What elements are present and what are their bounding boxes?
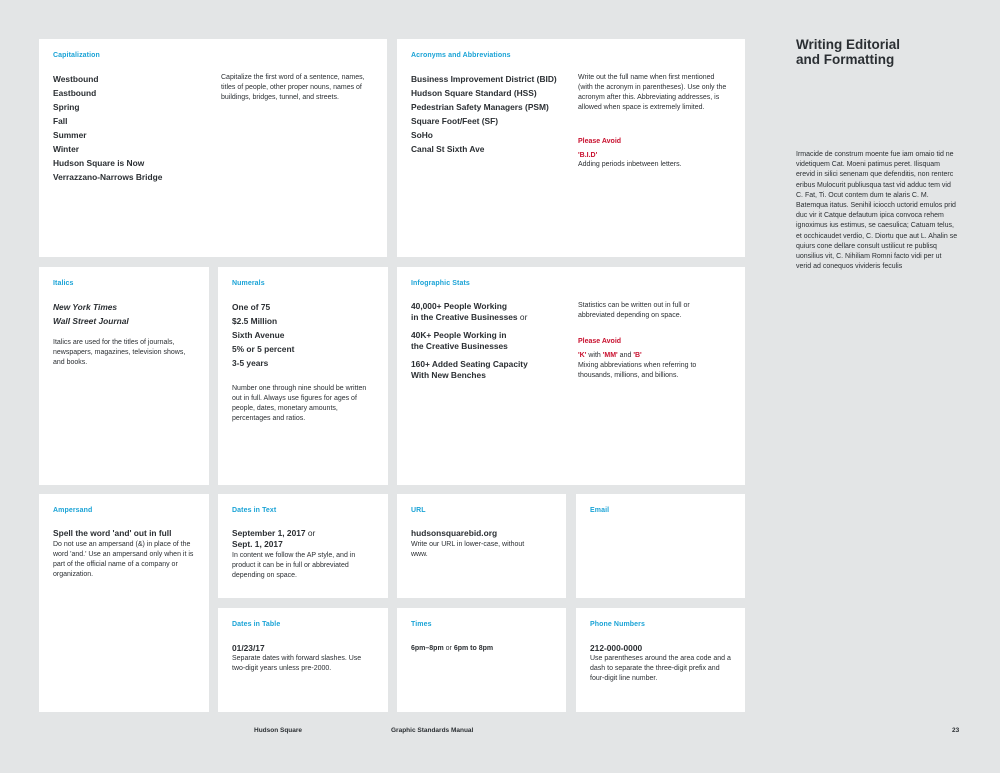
phone-description: Use parentheses around the area code and a dash to separate the three-digit prefix and four-digit line number. bbox=[590, 655, 731, 682]
dates-table-title: 01/23/17 bbox=[232, 643, 265, 653]
list-item: Hudson Square Standard (HSS) bbox=[411, 88, 537, 98]
italics-description: Italics are used for the titles of journals, newspapers, magazines, television shows, and books. bbox=[53, 339, 186, 366]
stat-1-line-1: 40,000+ People Working bbox=[411, 301, 507, 311]
list-item: Winter bbox=[53, 144, 79, 154]
stat-1-line-2: in the Creative Businesses bbox=[411, 312, 518, 322]
date-or: or bbox=[305, 528, 316, 538]
infographic-avoid-example bbox=[578, 351, 642, 361]
card-dates-in-table bbox=[218, 608, 388, 712]
dates-table-description: Separate dates with forward slashes. Use two-digit years unless pre-2000. bbox=[232, 655, 362, 672]
card-infographic-stats bbox=[397, 267, 745, 485]
list-item: SoHo bbox=[411, 130, 433, 140]
infographic-avoid-description: Mixing abbreviations when referring to thousands, millions, and billions. bbox=[578, 362, 697, 379]
list-item: 3-5 years bbox=[232, 358, 269, 368]
card-ampersand bbox=[39, 494, 209, 712]
card-numerals bbox=[218, 267, 388, 485]
list-item: Verrazzano-Narrows Bridge bbox=[53, 172, 163, 182]
url-description: Write our URL in lower-case, without www. bbox=[411, 541, 525, 558]
time-or: or bbox=[443, 645, 454, 652]
footer-manual-title: Graphic Standards Manual bbox=[391, 727, 474, 734]
stat-2-line-2: the Creative Businesses bbox=[411, 341, 508, 351]
times-example bbox=[411, 644, 493, 654]
phone-title: 212-000-0000 bbox=[590, 643, 643, 653]
capitalization-examples bbox=[53, 72, 162, 184]
acronyms-avoid-example: 'B.I.D' bbox=[578, 152, 598, 159]
url-heading: URL bbox=[411, 507, 426, 514]
time-dash: 6pm–8pm bbox=[411, 645, 444, 652]
list-item: Westbound bbox=[53, 74, 99, 84]
card-italics bbox=[39, 267, 209, 485]
infographic-examples bbox=[411, 301, 576, 381]
phone-heading: Phone Numbers bbox=[590, 621, 645, 628]
infographic-avoid-label: Please Avoid bbox=[578, 338, 622, 345]
card-email bbox=[576, 494, 745, 598]
stat-3-line-1: 160+ Added Seating Capacity bbox=[411, 359, 528, 369]
card-dates-in-text bbox=[218, 494, 388, 598]
ampersand-description: Do not use an ampersand (&) in place of the word 'and.' Use an ampersand only when it is part of the official name of a company or organization. bbox=[53, 541, 194, 578]
list-item: New York Times bbox=[53, 302, 118, 312]
list-item: Business Improvement District (BID) bbox=[411, 74, 557, 84]
acronyms-description: Write out the full name when first mentioned (with the acronym in parentheses). Use only the acronym after this. Abbreviating addresses, is allowed when space is extremely limited. bbox=[578, 74, 727, 111]
list-item: Fall bbox=[53, 116, 68, 126]
list-item: $2.5 Million bbox=[232, 316, 278, 326]
card-capitalization bbox=[39, 39, 387, 257]
avoid-mm: 'MM' bbox=[602, 352, 618, 359]
avoid-k: 'K' bbox=[578, 352, 587, 359]
footer-brand: Hudson Square bbox=[254, 727, 303, 734]
ampersand-heading: Ampersand bbox=[53, 507, 93, 514]
list-item: Eastbound bbox=[53, 88, 97, 98]
list-item: 5% or 5 percent bbox=[232, 344, 295, 354]
list-item: Hudson Square is Now bbox=[53, 158, 145, 168]
url-title: hudsonsquarebid.org bbox=[411, 528, 498, 538]
avoid-b: 'B' bbox=[633, 352, 642, 359]
card-phone-numbers bbox=[576, 608, 745, 712]
sidebar-paragraph: Irmacide de construm moente fue iam omaio tid ne videtiquem Cat. Moeni patimus peret. Ilisquam erevid in silici senenam que defenditis, non renterc eribus Mulocurit publiusqua tast vid adduc tem vid C. Fat, Ti. Ocut contem dum te alaris C. M. Batemqua itatus. Senihil iciocch uctorid emulos prid duc vir it Catque defautum ipica convoca rehem ignoximus ius estimus, se caesulica; Catuam telus, et occhicaudet verdio, C. Diortu que aut L. Ahalin se quiurs cone dellare consult ustilicut re publisq uonsilius vit, C. Nihiliam Romni facto vidi per ut verid ad conequos vivideris feculis bbox=[796, 151, 958, 271]
acronyms-examples bbox=[411, 72, 557, 156]
list-item: Pedestrian Safety Managers (PSM) bbox=[411, 102, 549, 112]
capitalization-heading: Capitalization bbox=[53, 52, 100, 59]
list-item: Sixth Avenue bbox=[232, 330, 285, 340]
stat-2-line-1: 40K+ People Working in bbox=[411, 330, 507, 340]
page-number: 23 bbox=[952, 727, 960, 734]
list-item: Canal St Sixth Ave bbox=[411, 144, 485, 154]
card-url bbox=[397, 494, 566, 598]
avoid-and: and bbox=[617, 352, 634, 359]
page-title: Writing Editorial and Formatting bbox=[796, 37, 900, 67]
date-full: September 1, 2017 bbox=[232, 528, 306, 538]
dates-text-title bbox=[232, 528, 315, 550]
acronyms-avoid-label: Please Avoid bbox=[578, 138, 622, 145]
list-item: Square Foot/Feet (SF) bbox=[411, 116, 499, 126]
stat-3-line-2: With New Benches bbox=[411, 370, 486, 380]
numerals-examples bbox=[232, 300, 294, 370]
dates-text-heading: Dates in Text bbox=[232, 507, 277, 514]
acronyms-avoid-description: Adding periods inbetween letters. bbox=[578, 161, 682, 168]
list-item: One of 75 bbox=[232, 302, 271, 312]
capitalization-description: Capitalize the first word of a sentence, names, titles of people, other proper nouns, names of buildings, bridges, tunnel, and streets. bbox=[221, 74, 365, 101]
list-item: Summer bbox=[53, 130, 87, 140]
numerals-heading: Numerals bbox=[232, 280, 265, 287]
ampersand-title: Spell the word 'and' out in full bbox=[53, 528, 172, 538]
list-item: Wall Street Journal bbox=[53, 316, 129, 326]
italics-heading: Italics bbox=[53, 280, 74, 287]
numerals-description: Number one through nine should be written out in full. Always use figures for ages of people, dates, monetary amounts, percentages and ratios. bbox=[232, 385, 367, 422]
email-heading: Email bbox=[590, 507, 610, 514]
acronyms-heading: Acronyms and Abbreviations bbox=[411, 52, 511, 59]
card-times bbox=[397, 608, 566, 712]
dates-text-description: In content we follow the AP style, and in product it can be in full or abbreviated depending on space. bbox=[232, 552, 356, 579]
stat-1-or: or bbox=[517, 312, 528, 322]
list-item: Spring bbox=[53, 102, 80, 112]
time-to: 6pm to 8pm bbox=[453, 645, 494, 652]
italics-examples bbox=[53, 300, 129, 328]
dates-table-heading: Dates in Table bbox=[232, 621, 281, 628]
avoid-with: with bbox=[586, 352, 603, 359]
date-abbrev: Sept. 1, 2017 bbox=[232, 539, 283, 549]
times-heading: Times bbox=[411, 621, 432, 628]
card-acronyms bbox=[397, 39, 745, 257]
infographic-description: Statistics can be written out in full or abbreviated depending on space. bbox=[578, 302, 690, 319]
infographic-heading: Infographic Stats bbox=[411, 280, 470, 287]
